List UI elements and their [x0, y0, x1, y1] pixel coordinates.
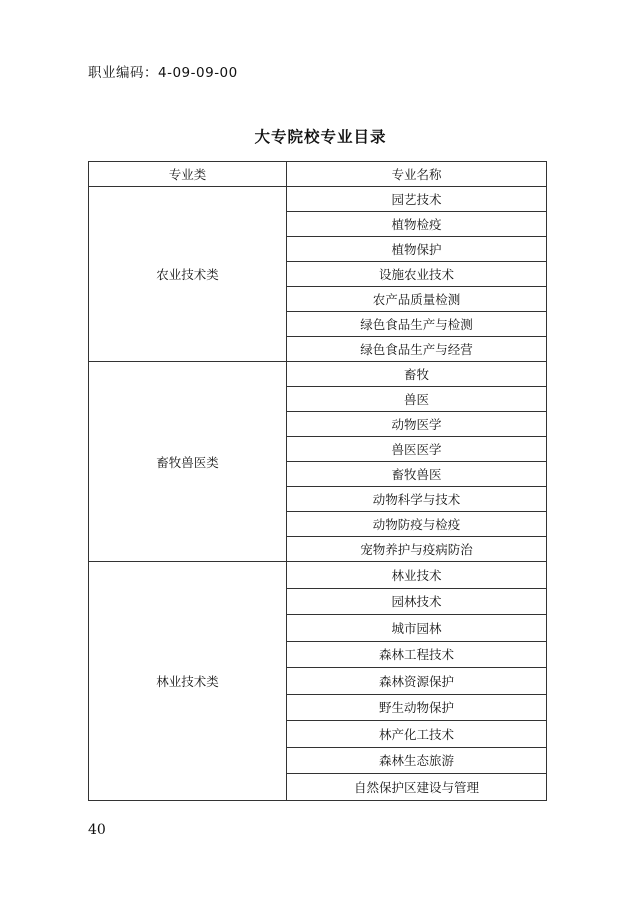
major-cell: 林产化工技术	[287, 721, 547, 748]
major-catalog-table	[88, 161, 547, 801]
column-header-category: 专业类	[89, 162, 287, 187]
category-cell: 农业技术类	[89, 187, 287, 362]
major-cell: 自然保护区建设与管理	[287, 774, 547, 801]
major-cell: 植物保护	[287, 237, 547, 262]
table-row	[89, 187, 547, 212]
major-cell: 畜牧兽医	[287, 462, 547, 487]
page-number: 40	[88, 822, 106, 838]
major-cell: 动物防疫与检疫	[287, 512, 547, 537]
column-header-major: 专业名称	[287, 162, 547, 187]
major-cell: 兽医医学	[287, 437, 547, 462]
major-cell: 动物医学	[287, 412, 547, 437]
major-cell: 畜牧	[287, 362, 547, 387]
major-cell: 动物科学与技术	[287, 487, 547, 512]
category-cell: 林业技术类	[89, 562, 287, 801]
major-cell: 绿色食品生产与经营	[287, 337, 547, 362]
major-cell: 绿色食品生产与检测	[287, 312, 547, 337]
major-cell: 园林技术	[287, 588, 547, 615]
major-cell: 森林资源保护	[287, 668, 547, 695]
major-cell: 森林工程技术	[287, 641, 547, 668]
major-cell: 兽医	[287, 387, 547, 412]
occupation-code: 职业编码：4-09-09-00	[88, 65, 238, 81]
category-cell: 畜牧兽医类	[89, 362, 287, 562]
major-cell: 野生动物保护	[287, 694, 547, 721]
major-cell: 设施农业技术	[287, 262, 547, 287]
major-cell: 农产品质量检测	[287, 287, 547, 312]
major-cell: 植物检疫	[287, 212, 547, 237]
major-cell: 林业技术	[287, 562, 547, 589]
page-title: 大专院校专业目录	[254, 128, 387, 146]
major-cell: 城市园林	[287, 615, 547, 642]
table-row	[89, 362, 547, 387]
major-cell: 森林生态旅游	[287, 747, 547, 774]
major-cell: 宠物养护与疫病防治	[287, 537, 547, 562]
table-header-row	[89, 162, 547, 187]
major-cell: 园艺技术	[287, 187, 547, 212]
table-row	[89, 562, 547, 589]
